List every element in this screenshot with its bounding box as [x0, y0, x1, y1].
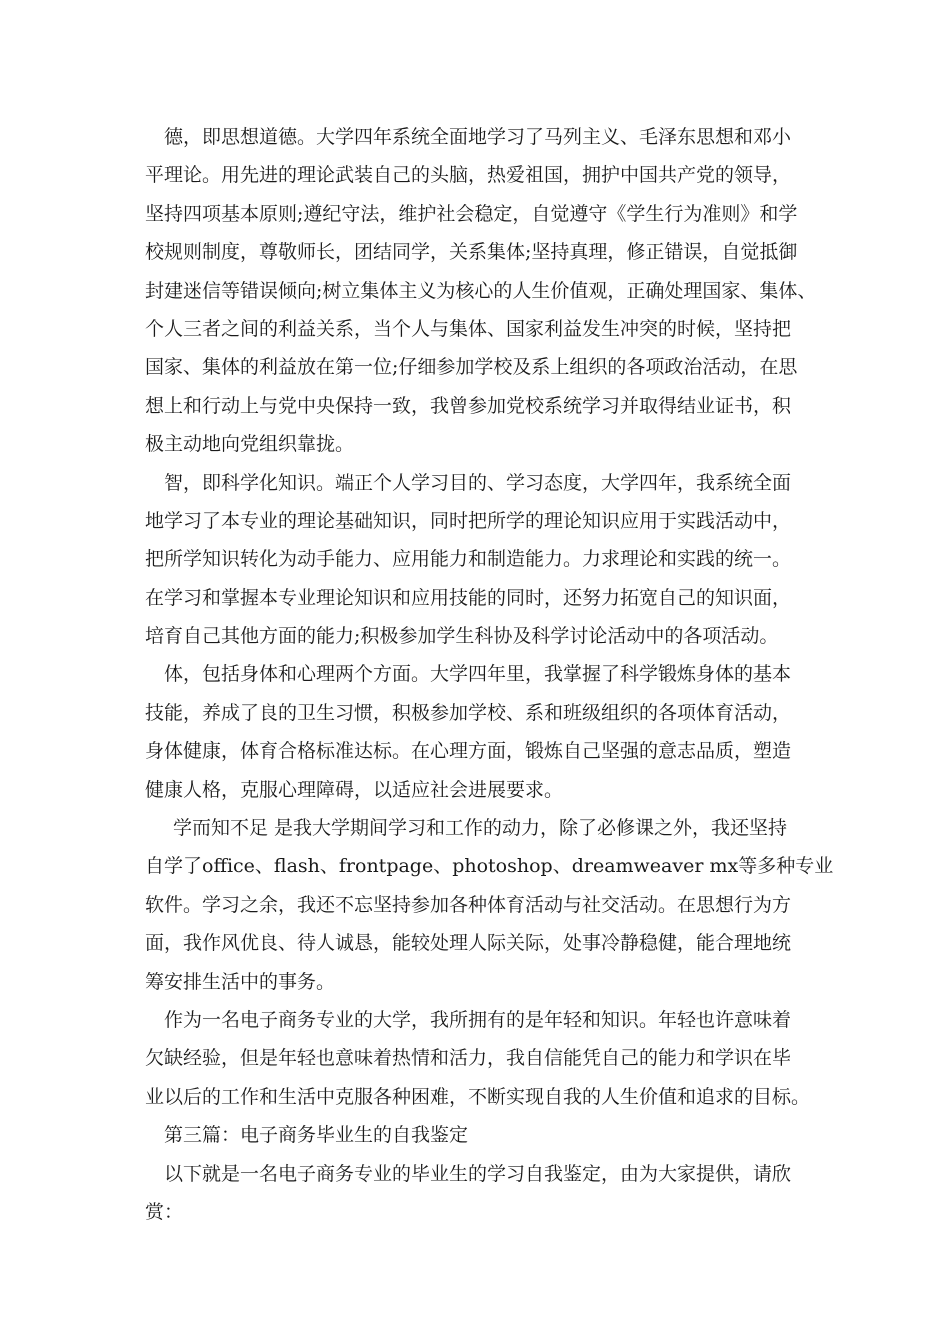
- text-line: 作为一名电子商务专业的大学，我所拥有的是年轻和知识。年轻也许意味着: [164, 1008, 792, 1031]
- text-line: 德，即思想道德。大学四年系统全面地学习了马列主义、毛泽东思想和邓小: [164, 126, 792, 148]
- text-line: 想上和行动上与党中央保持一致，我曾参加党校系统学习并取得结业证书，积: [145, 394, 792, 417]
- text-line: 个人三者之间的利益关系，当个人与集体、国家利益发生冲突的时候，坚持把: [145, 317, 792, 340]
- text-line: 封建迷信等错误倾向;树立集体主义为核心的人生价值观，正确处理国家、集体、: [145, 279, 817, 302]
- text-line: 极主动地向党组织靠拢。: [145, 433, 355, 456]
- section-heading: [145, 1116, 825, 1154]
- text-line: 体，包括身体和心理两个方面。大学四年里，我掌握了科学锻炼身体的基本: [164, 663, 792, 686]
- text-line: 软件。学习之余，我还不忘坚持参加各种体育活动与社交活动。在思想行为方: [145, 893, 792, 916]
- document-body: [145, 118, 834, 1231]
- text-line: 平理论。用先进的理论武装自己的头脑，热爱祖国，拥护中国共产党的领导，: [145, 164, 792, 187]
- text-line: 业以后的工作和生活中克服各种困难，不断实现自我的人生价值和追求的目标。: [145, 1085, 811, 1108]
- text-line: 身体健康，体育合格标准达标。在心理方面，锻炼自己坚强的意志品质，塑造: [145, 740, 792, 763]
- text-line: 赏：: [145, 1200, 184, 1223]
- text-line: 坚持四项基本原则;遵纪守法，维护社会稳定，自觉遵守《学生行为准则》和学: [145, 202, 798, 225]
- text-line: 把所学知识转化为动手能力、应用能力和制造能力。力求理论和实践的统一。: [145, 548, 792, 571]
- paragraph-xue: [145, 809, 834, 1001]
- text-line: 欠缺经验，但是年轻也意味着热情和活力，我自信能凭自己的能力和学识在毕: [145, 1047, 792, 1070]
- text-line: 面，我作风优良、待人诚恳，能较处理人际关际，处事冷静稳健，能合理地统: [145, 932, 792, 955]
- paragraph-de: [145, 118, 825, 464]
- text-line: 培育自己其他方面的能力;积极参加学生科协及科学讨论活动中的各项活动。: [145, 625, 779, 648]
- paragraph-zhi: [145, 464, 825, 656]
- text-line: 自学了office、flash、frontpage、photoshop、dreamweaver mx等多种专业: [145, 855, 834, 878]
- text-line: 智，即科学化知识。端正个人学习目的、学习态度，大学四年，我系统全面: [164, 471, 792, 494]
- paragraph-yixia: [145, 1155, 825, 1232]
- text-line: 健康人格，克服心理障碍，以适应社会进展要求。: [145, 778, 564, 801]
- text-line: 国家、集体的利益放在第一位;仔细参加学校及系上组织的各项政治活动，在思: [145, 356, 798, 379]
- text-line: 以下就是一名电子商务专业的毕业生的学习自我鉴定，由为大家提供，请欣: [164, 1162, 792, 1185]
- text-line: 技能，养成了良的卫生习惯，积极参加学校、系和班级组织的各项体育活动，: [145, 701, 792, 724]
- text-line: 校规则制度，尊敬师长，团结同学，关系集体;坚持真理，修正错误，自觉抵御: [145, 241, 798, 264]
- text-line: 学而知不足 是我大学期间学习和工作的动力，除了必修课之外，我还坚持: [173, 817, 788, 840]
- heading-line: 第三篇：电子商务毕业生的自我鉴定: [164, 1124, 469, 1147]
- paragraph-zuowei: [145, 1001, 825, 1116]
- paragraph-ti: [145, 655, 825, 809]
- text-line: 筹安排生活中的事务。: [145, 970, 336, 993]
- text-line: 在学习和掌握本专业理论知识和应用技能的同时，还努力拓宽自己的知识面，: [145, 586, 792, 609]
- text-line: 地学习了本专业的理论基础知识，同时把所学的理论知识应用于实践活动中，: [145, 509, 792, 532]
